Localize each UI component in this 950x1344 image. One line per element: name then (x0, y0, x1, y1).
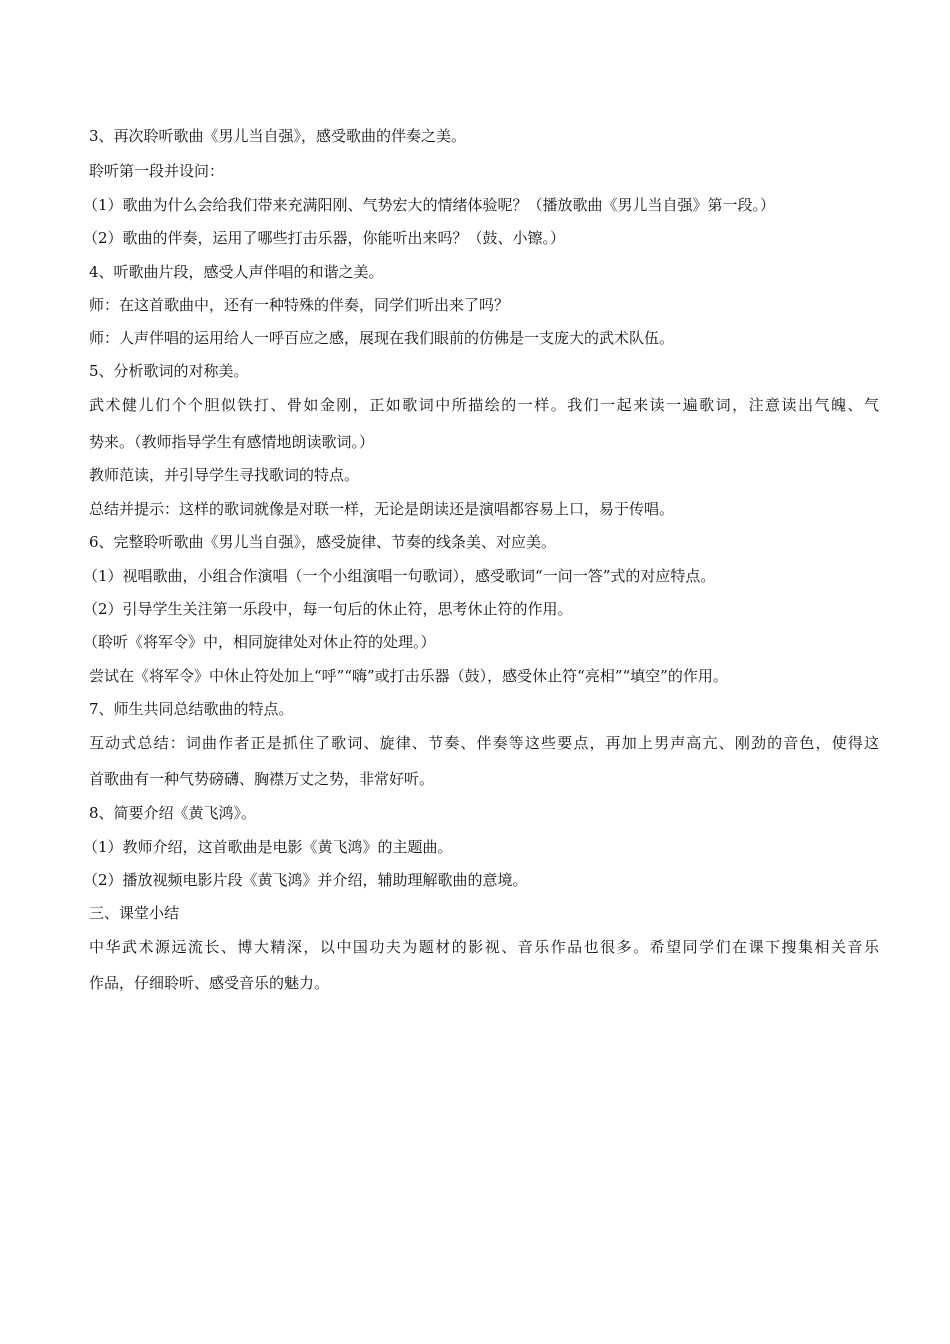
list-item: （2）引导学生关注第一乐段中，每一句后的休止符，思考休止符的作用。 (83, 600, 573, 618)
section-heading: 三、课堂小结 (89, 904, 180, 922)
paragraph-line: 首歌曲有一种气势磅礴、胸襟万丈之势，非常好听。 (89, 770, 435, 788)
paragraph-line: 师：在这首歌曲中，还有一种特殊的伴奏，同学们听出来了吗？ (89, 296, 510, 314)
step-4-heading: 4、听歌曲片段，感受人声伴唱的和谐之美。 (89, 263, 384, 281)
paragraph-line: 势来。（教师指导学生有感情地朗读歌词。） (89, 433, 375, 451)
step-5-heading: 5、分析歌词的对称美。 (89, 362, 249, 380)
paragraph-line: 互动式总结：词曲作者正是抓住了歌词、旋律、节奏、伴奏等这些要点，再加上男声高亢、刚劲的音色，使得这 (89, 734, 879, 752)
list-item: （2）播放视频电影片段《黄飞鸿》并介绍，辅助理解歌曲的意境。 (83, 871, 528, 889)
step-7-heading: 7、师生共同总结歌曲的特点。 (89, 700, 294, 718)
question-item: （1）歌曲为什么会给我们带来充满阳刚、气势宏大的情绪体验呢？（播放歌曲《男儿当自强》第一段。） (83, 196, 776, 214)
paragraph-line: 武术健儿们个个胆似铁打、骨如金刚，正如歌词中所描绘的一样。我们一起来读一遍歌词，注意读出气魄、气 (89, 396, 879, 414)
step-6-heading: 6、完整聆听歌曲《男儿当自强》，感受旋律、节奏的线条美、对应美。 (89, 533, 557, 551)
list-item: （1）教师介绍，这首歌曲是电影《黄飞鸿》的主题曲。 (83, 838, 453, 856)
paragraph-line: 尝试在《将军令》中休止符处加上“呼”“嗨”或打击乐器（鼓），感受休止符“亮相”“填空”的作用。 (89, 667, 728, 685)
paragraph-line: 作品，仔细聆听、感受音乐的魅力。 (89, 974, 330, 992)
paragraph-line: 中华武术源远流长、博大精深，以中国功夫为题材的影视、音乐作品也很多。希望同学们在课下搜集相关音乐 (89, 938, 879, 956)
paragraph-line: 聆听第一段并设问： (89, 162, 225, 180)
step-8-heading: 8、简要介绍《黄飞鸿》。 (89, 804, 257, 822)
list-item: （聆听《将军令》中，相同旋律处对休止符的处理。） (83, 633, 436, 651)
list-item: （1）视唱歌曲，小组合作演唱（一个小组演唱一句歌词），感受歌词“一问一答”式的对应特点。 (83, 567, 716, 585)
paragraph-line: 总结并提示：这样的歌词就像是对联一样，无论是朗读还是演唱都容易上口，易于传唱。 (89, 500, 675, 518)
paragraph-line: 教师范读，并引导学生寻找歌词的特点。 (89, 466, 360, 484)
paragraph-line: 师：人声伴唱的运用给人一呼百应之感，展现在我们眼前的仿佛是一支庞大的武术队伍。 (89, 329, 675, 347)
question-item: （2）歌曲的伴奏，运用了哪些打击乐器，你能听出来吗？（鼓、小镲。） (83, 229, 566, 247)
step-3-heading: 3、再次聆听歌曲《男儿当自强》，感受歌曲的伴奏之美。 (89, 127, 467, 145)
